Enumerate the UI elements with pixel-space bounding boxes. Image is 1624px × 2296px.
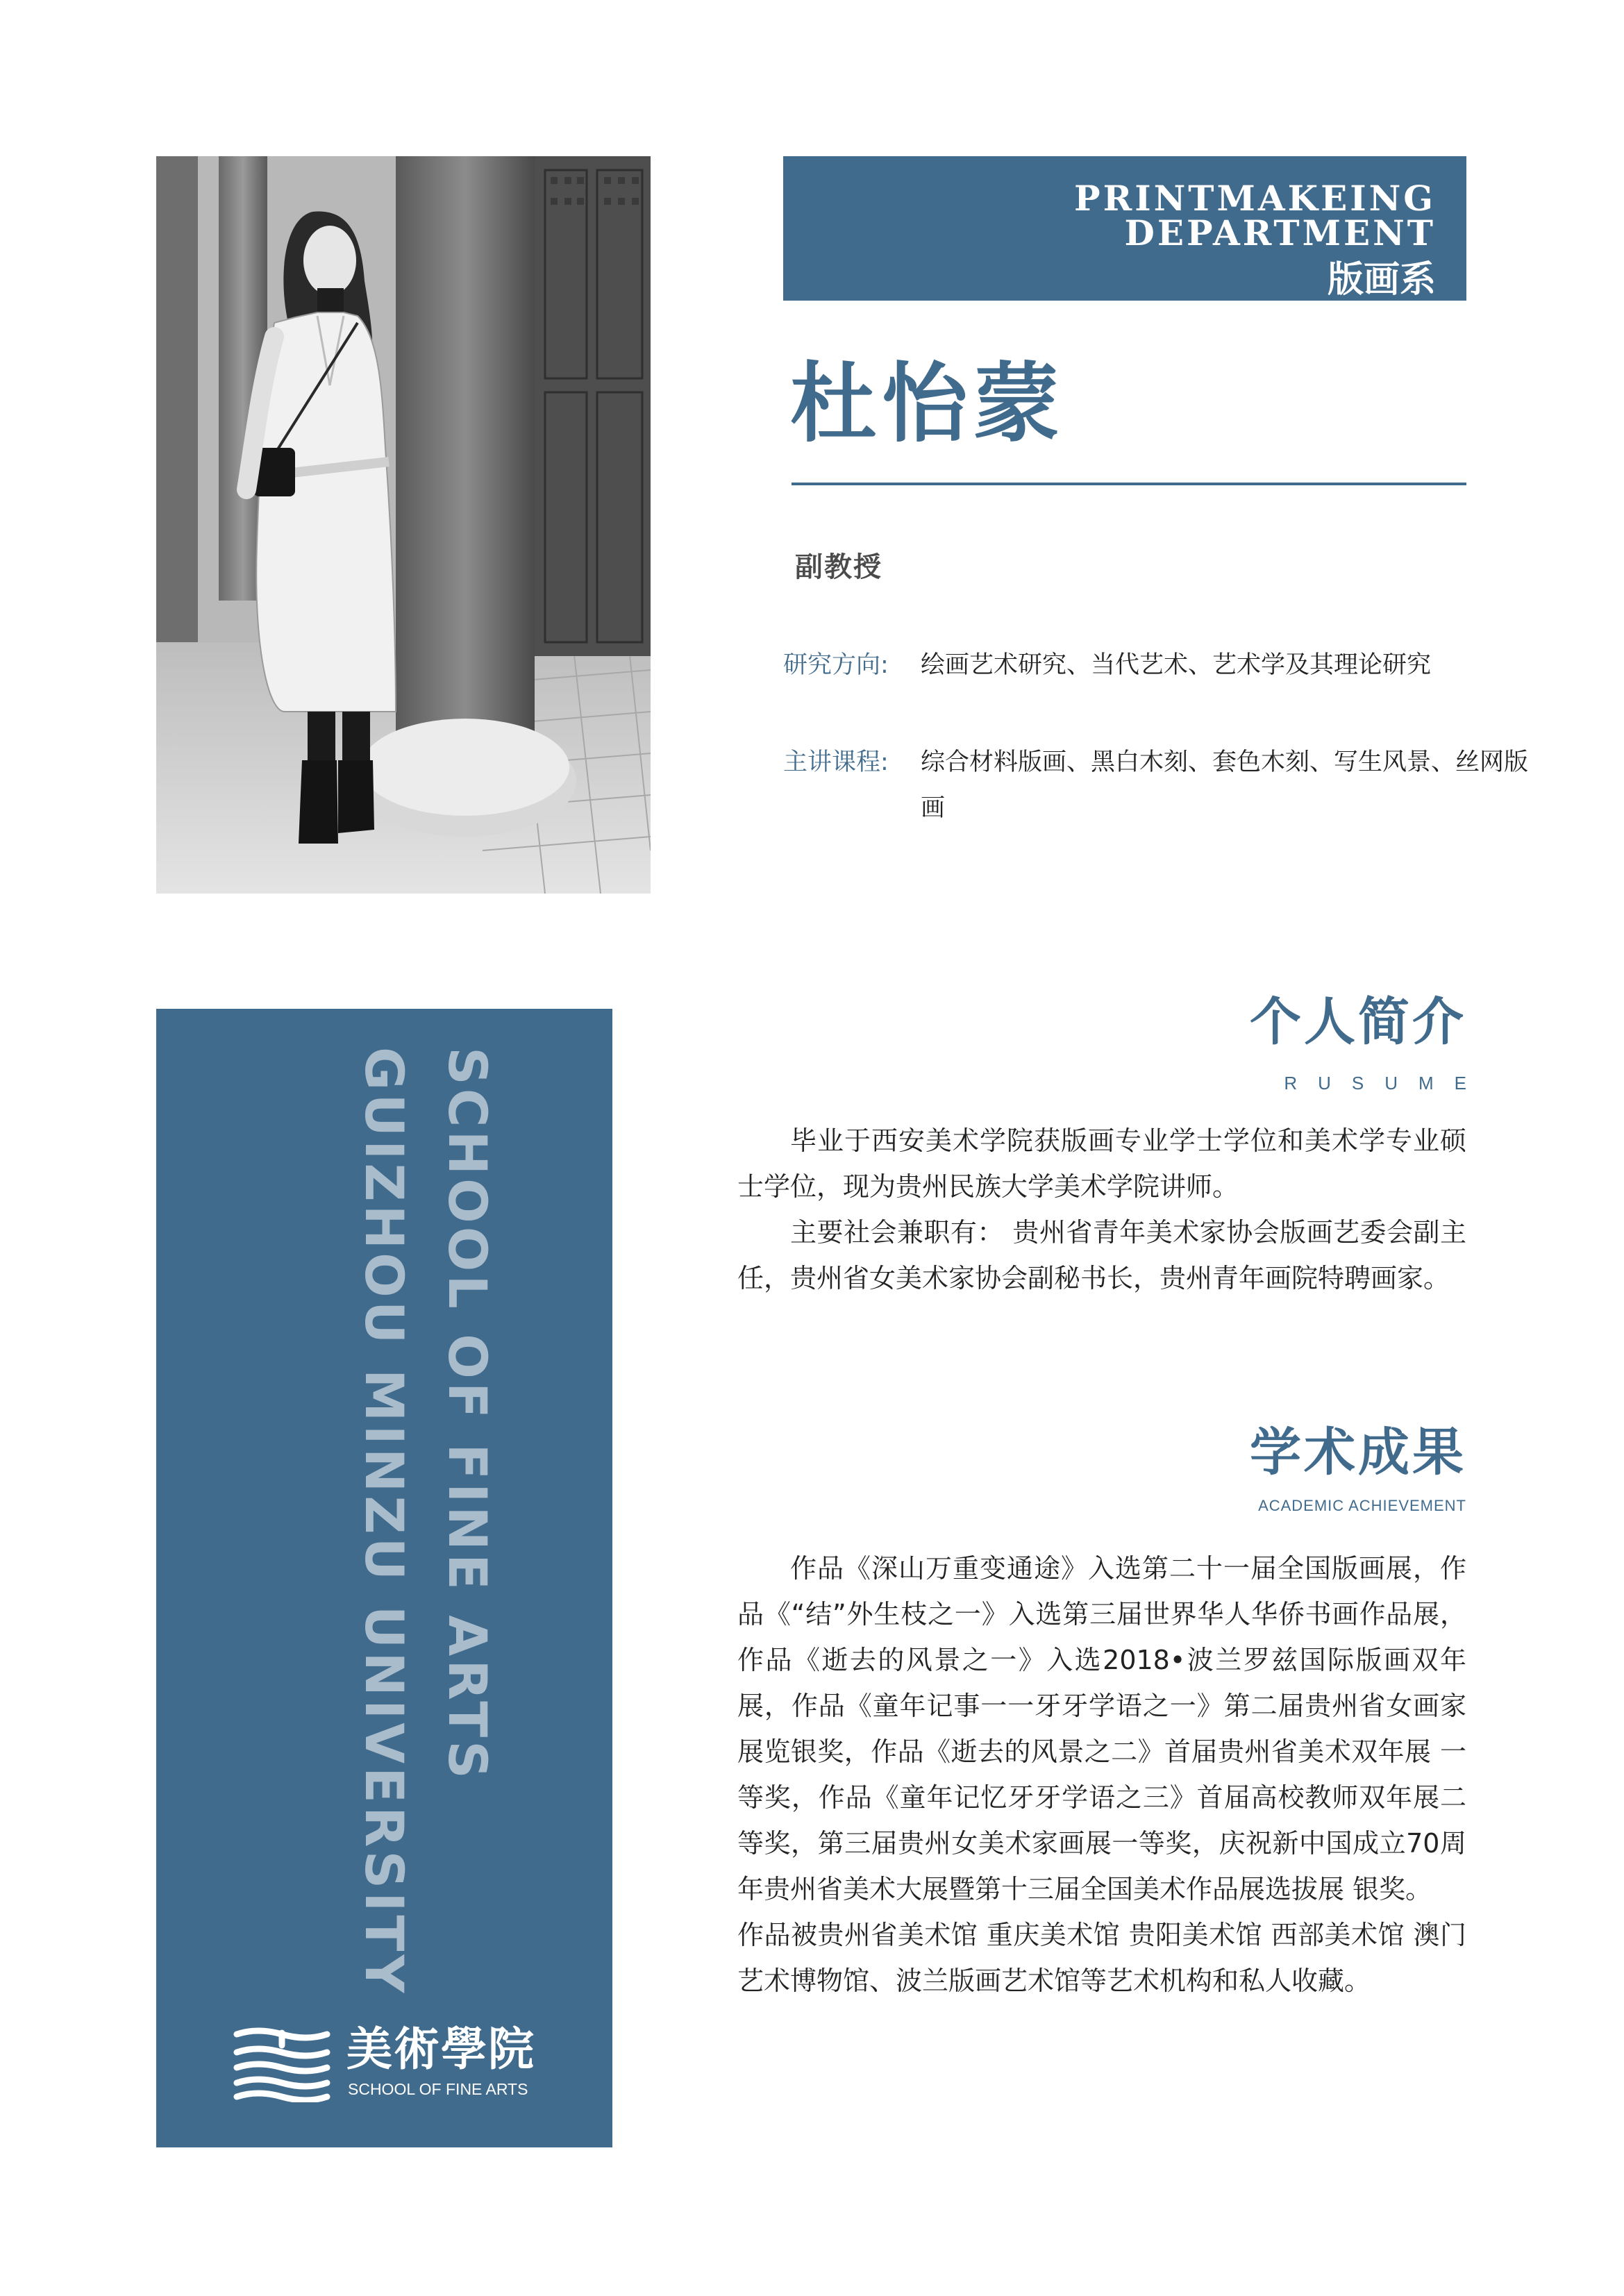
achievements-subheading: ACADEMIC ACHIEVEMENT	[1258, 1497, 1466, 1514]
achievements-text	[737, 1545, 1466, 2004]
department-badge	[783, 156, 1466, 301]
bio-text	[737, 1118, 1466, 1301]
achievements-heading: 学术成果	[1250, 1423, 1466, 1482]
side-band	[156, 1009, 612, 2147]
bio-subheading: RUSUME	[1284, 1073, 1487, 1093]
bio-paragraph-1: 毕业于西安美术学院获版画专业学士学位和美术学专业硕士学位，现为贵州民族大学美术学院讲师。	[737, 1125, 1466, 1202]
side-university-text: GUIZHOU MINZU UNIVERSITY	[353, 1047, 415, 1997]
achievements-paragraph-2: 作品被贵州省美术馆 重庆美术馆 贵阳美术馆 西部美术馆 澳门艺术博物馆、波兰版画艺术馆等艺术机构和私人收藏。	[737, 1920, 1466, 1996]
courses-label: 主讲课程:	[783, 748, 889, 776]
name-divider	[792, 483, 1466, 485]
department-english: PRINTMAKEING DEPARTMENT	[1074, 178, 1436, 253]
courses-value: 综合材料版画、黑白木刻、套色木刻、写生风景、丝网版画	[921, 748, 1529, 822]
research-label: 研究方向:	[783, 651, 889, 679]
bio-paragraph-2: 主要社会兼职有： 贵州省青年美术家协会版画艺委会副主任，贵州省女美术家协会副秘书长，贵州青年画院特聘画家。	[737, 1217, 1466, 1293]
person-name: 杜怡蒙	[790, 353, 1066, 454]
bio-heading: 个人简介	[1250, 992, 1466, 1052]
portrait-photo	[156, 156, 651, 894]
school-logo-icon	[230, 2026, 334, 2102]
logo-english-text: SCHOOL OF FINE ARTS	[348, 2080, 528, 2098]
research-value: 绘画艺术研究、当代艺术、艺术学及其理论研究	[921, 651, 1432, 679]
person-title: 副教授	[795, 551, 882, 583]
side-school-text: SCHOOL OF FINE ARTS	[437, 1047, 499, 1782]
logo-chinese-text: 美術學院	[346, 2022, 535, 2076]
department-chinese: 版画系	[1327, 258, 1436, 301]
achievements-paragraph-1: 作品《深山万重变通途》入选第二十一届全国版画展，作品《“结”外生枝之一》入选第三届世界华人华侨书画作品展，作品《逝去的风景之一》入选2018•波兰罗兹国际版画双年展，作品《童年记事一一牙牙学语之一》第二届贵州省女画家展览银奖，作品《逝去的风景之二》首届贵州省美术双年展 一等奖，作品《童年记忆牙牙学语之三》首届高校教师双年展二等奖，第三届贵州女美术家画展一等奖，庆祝新中国成立70周年贵州省美术大展暨第十三届全国美术作品展选拔展 银奖。	[737, 1553, 1466, 1904]
